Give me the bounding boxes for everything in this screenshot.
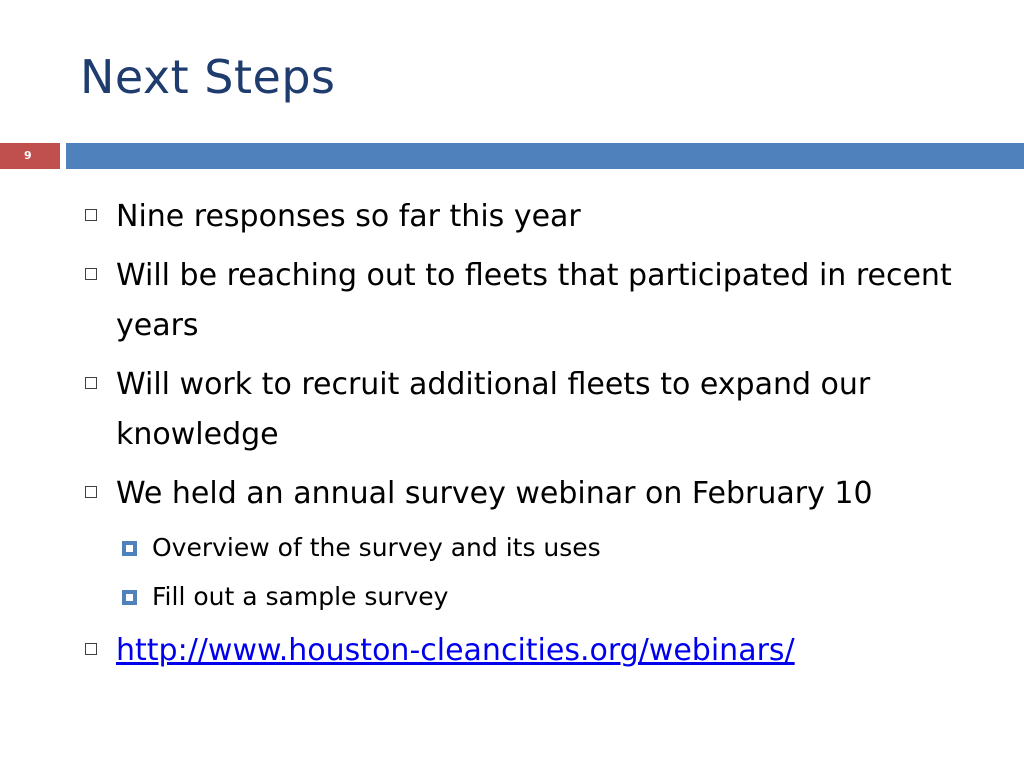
hollow-square-bullet-icon — [85, 486, 97, 498]
slide-number-badge: 9 — [0, 143, 60, 169]
hollow-square-bullet-icon — [85, 377, 97, 389]
bullet-text: We held an annual survey webinar on February 10 — [116, 476, 873, 511]
hollow-square-bullet-icon — [85, 268, 97, 280]
bullet-item — [80, 360, 980, 460]
webinars-link[interactable]: http://www.houston-cleancities.org/webinars/ — [116, 633, 795, 668]
slide-title: Next Steps — [80, 50, 336, 104]
bullet-text: Will work to recruit additional fleets to expand our knowledge — [116, 367, 871, 452]
hollow-square-bullet-icon — [85, 209, 97, 221]
bullet-item-link — [80, 626, 980, 676]
bullet-item — [80, 251, 980, 351]
title-divider-bar — [66, 143, 1024, 169]
bullet-item — [80, 469, 980, 519]
filled-square-bullet-icon — [122, 541, 137, 556]
bullet-item — [80, 192, 980, 242]
sub-bullet-text: Overview of the survey and its uses — [152, 533, 601, 562]
sub-bullet-text: Fill out a sample survey — [152, 582, 449, 611]
sub-bullet-item — [80, 577, 980, 617]
bullet-text: Nine responses so far this year — [116, 199, 581, 234]
bullet-list — [80, 192, 980, 685]
filled-square-bullet-icon — [122, 590, 137, 605]
hollow-square-bullet-icon — [85, 643, 97, 655]
bullet-text: Will be reaching out to fleets that participated in recent years — [116, 258, 952, 343]
sub-bullet-item — [80, 528, 980, 568]
